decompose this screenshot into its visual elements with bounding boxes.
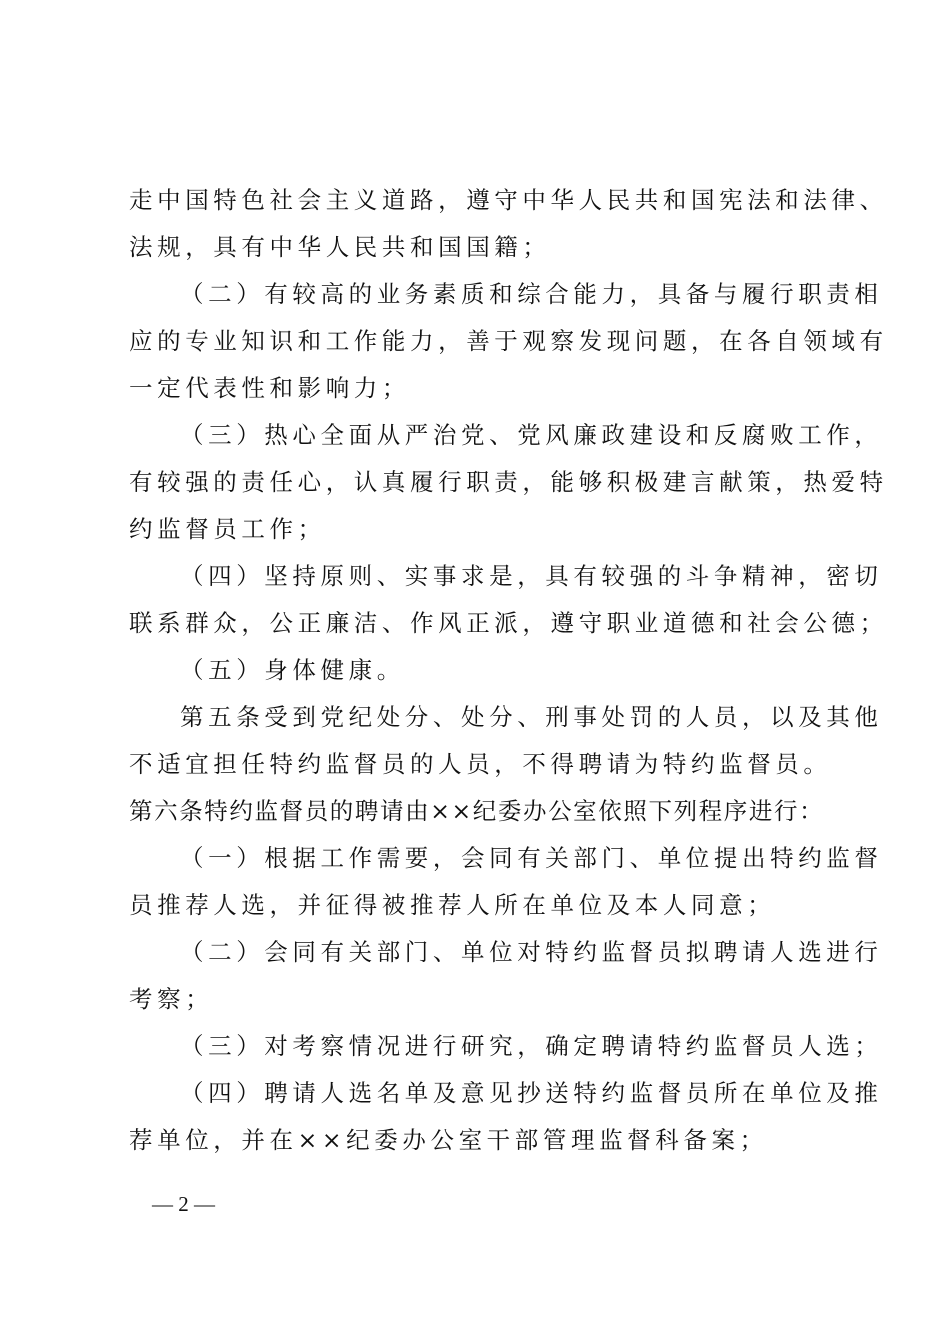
body-line: 有较强的责任心，认真履行职责，能够积极建言献策，热爱特: [129, 468, 888, 496]
body-line: （三）热心全面从严治党、党风廉政建设和反腐败工作，: [180, 421, 883, 449]
body-line: 考察；: [129, 985, 214, 1013]
article-6-line: 第六条特约监督员的聘请由××纪委办公室依照下列程序进行：: [129, 797, 825, 825]
body-line: （五）身体健康。: [180, 656, 405, 684]
body-line: 不适宜担任特约监督员的人员，不得聘请为特约监督员。: [129, 750, 832, 778]
article-5-line: 第五条受到党纪处分、处分、刑事处罚的人员，以及其他: [180, 703, 883, 731]
body-line: （四）坚持原则、实事求是，具有较强的斗争精神，密切: [180, 562, 883, 590]
body-line: 走中国特色社会主义道路，遵守中华人民共和国宪法和法律、: [129, 186, 888, 214]
body-line: （一）根据工作需要，会同有关部门、单位提出特约监督: [180, 844, 883, 872]
body-line: （二）会同有关部门、单位对特约监督员拟聘请人选进行: [180, 938, 883, 966]
page-number: — 2 —: [152, 1192, 215, 1216]
body-line: 法规，具有中华人民共和国国籍；: [129, 233, 551, 261]
body-line: （三）对考察情况进行研究，确定聘请特约监督员人选；: [180, 1032, 883, 1060]
body-line: 荐单位，并在××纪委办公室干部管理监督科备案；: [129, 1126, 768, 1154]
body-line: 一定代表性和影响力；: [129, 374, 410, 402]
body-line: 约监督员工作；: [129, 515, 326, 543]
body-line: （二）有较高的业务素质和综合能力，具备与履行职责相: [180, 280, 883, 308]
body-line: （四）聘请人选名单及意见抄送特约监督员所在单位及推: [180, 1079, 883, 1107]
body-line: 联系群众，公正廉洁、作风正派，遵守职业道德和社会公德；: [129, 609, 888, 637]
body-line: 应的专业知识和工作能力，善于观察发现问题，在各自领域有: [129, 327, 888, 355]
body-line: 员推荐人选，并征得被推荐人所在单位及本人同意；: [129, 891, 776, 919]
